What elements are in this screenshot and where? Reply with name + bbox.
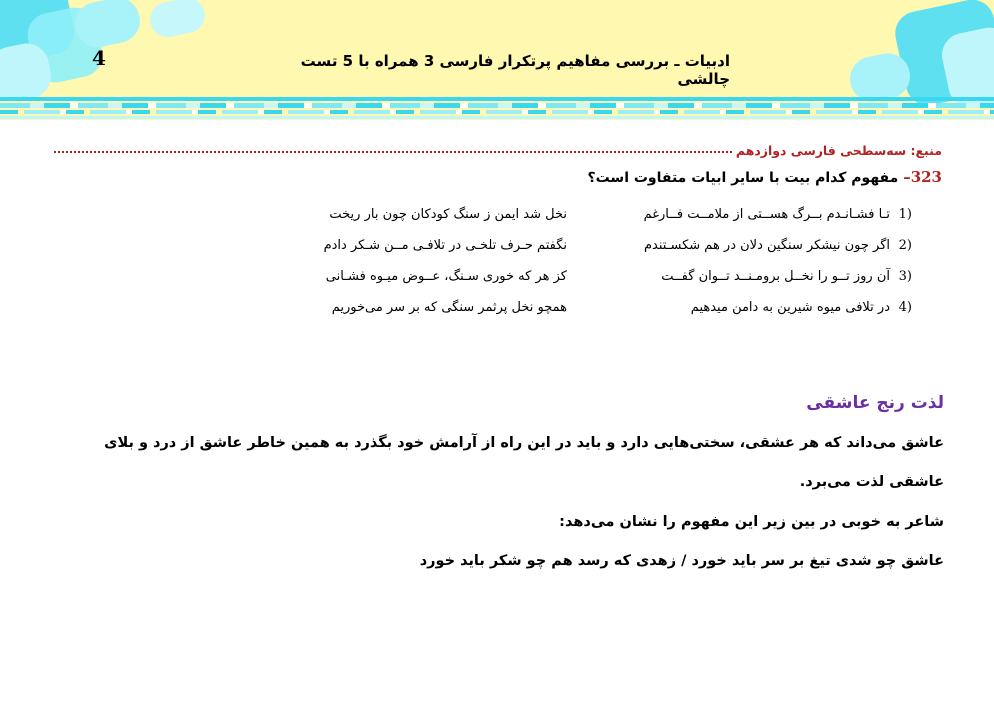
section-heading: لذت رنج عاشقی [806, 393, 944, 413]
question-dash: – [903, 168, 911, 186]
header-stripe [0, 103, 994, 108]
verse-second-hemistich: کز هر که خوری سـنگ، عــوض میـوه فشـانی [325, 269, 567, 284]
verse-second-hemistich: همچو نخل پرثمر سنگی که بر سر می‌خوریم [331, 300, 567, 315]
example-verse: عاشق چو شدی تیغ بر سر باید خورد / زهدی که رسد هم چو شکر باید خورد [419, 553, 944, 569]
answer-option-3[interactable] [260, 269, 912, 291]
answer-option-2[interactable] [260, 238, 912, 260]
dotted-leader [54, 151, 732, 153]
verse-second-hemistich: نخل شد ایمن ز سنگ کودکان چون بار ریخت [329, 207, 567, 222]
question-text: مفهوم کدام بیت با سایر ابیات متفاوت است؟ [587, 170, 899, 186]
body-paragraph-end: عاشقی لذت می‌برد. [799, 474, 944, 490]
body-intro-line: شاعر به خوبی در بین زیر این مفهوم را نشان می‌دهد: [559, 514, 944, 530]
answer-option-1[interactable] [260, 207, 912, 229]
question-number: 323 [910, 168, 942, 186]
verse-first-hemistich: اگر چون نیشکر سنگین دلان در هم شکسـتندم [643, 238, 890, 253]
option-number: 3) [898, 269, 912, 284]
decorative-square [147, 0, 208, 40]
page-number: 4 [92, 46, 106, 70]
header-stripe [0, 97, 994, 101]
answer-option-4[interactable] [260, 300, 912, 322]
option-number: 2) [898, 238, 912, 253]
page-header [0, 0, 994, 120]
question-stem [587, 168, 942, 186]
option-number: 4) [898, 300, 912, 315]
verse-first-hemistich: تـا فشـانـدم بــرگ هســتی از ملامــت فــارغم [643, 207, 890, 222]
verse-first-hemistich: آن روز تــو را نخــل برومـنــد تــوان گفــت [661, 269, 890, 284]
verse-first-hemistich: در تلافی میوه شیرین به دامن میدهیم [690, 300, 890, 315]
source-label: منبع: سه‌سطحی فارسی دوازدهم [735, 143, 942, 158]
page-title: ادبیات ـ بررسی مفاهیم پرتکرار فارسی 3 همراه با 5 تست چالشی [300, 52, 730, 88]
option-number: 1) [898, 207, 912, 222]
body-paragraph: عاشق می‌داند که هر عشقی، سختی‌هایی دارد و باید در این راه از آرامش خود بگذرد به همین خاطر عاشق از درد و بلای [104, 435, 944, 451]
header-stripe [0, 116, 994, 119]
verse-second-hemistich: نگفتم حـرف تلخـی در تلافـی مــن شـکر دادم [323, 238, 567, 253]
source-line [50, 138, 942, 158]
header-stripe [0, 110, 994, 114]
